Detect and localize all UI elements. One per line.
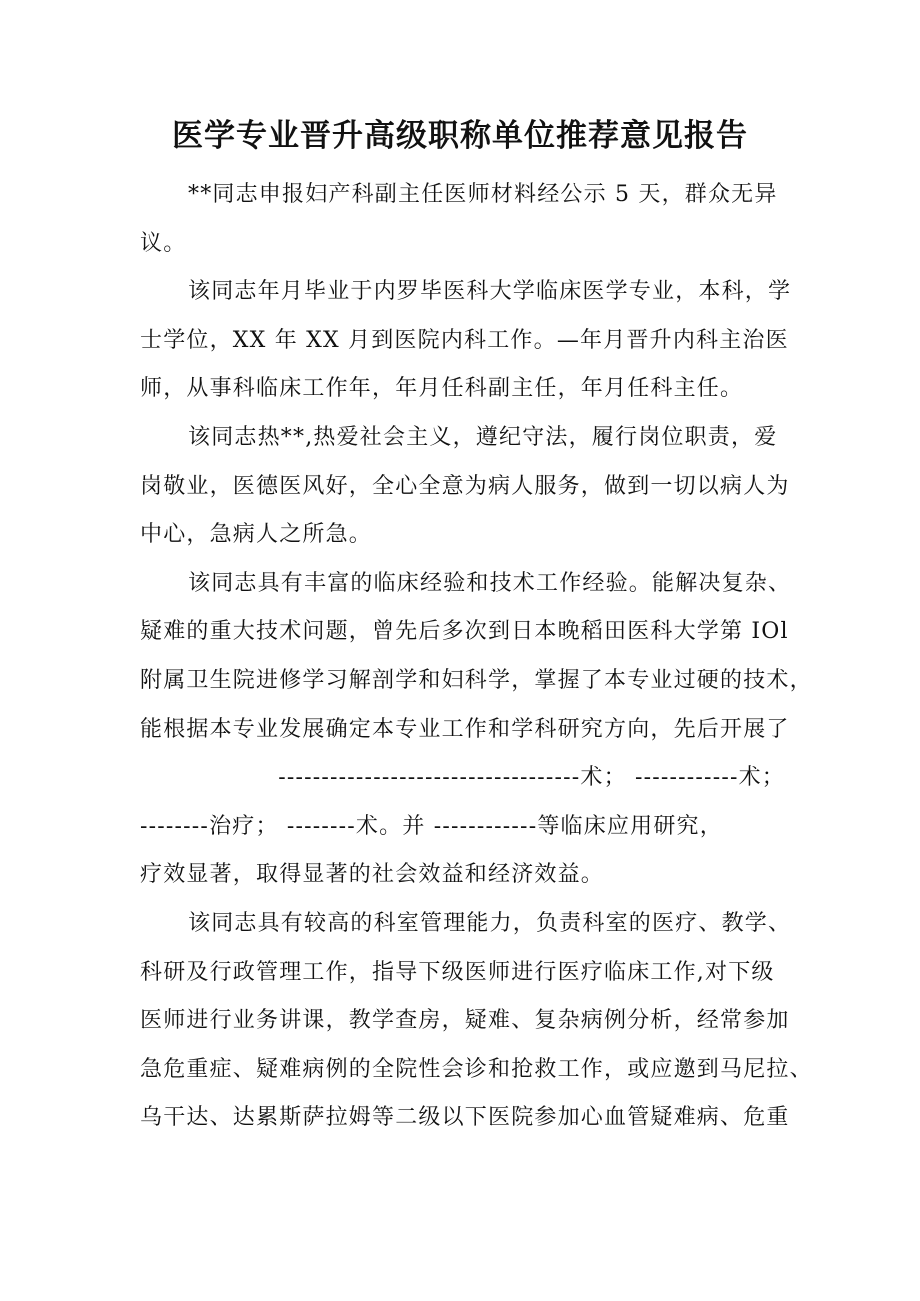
paragraph-5-line-3: 医师进行业务讲课，教学查房，疑难、复杂病例分析，经常参加 — [140, 1008, 790, 1034]
paragraph-4-line-3: 附属卫生院进修学习解剖学和妇科学，掌握了本专业过硬的技术， — [140, 667, 813, 693]
paragraph-3-line-1: 该同志热**,热爱社会主义，遵纪守法，履行岗位职责，爱 — [188, 424, 778, 450]
paragraph-5-line-1: 该同志具有较高的科室管理能力，负责科室的医疗、教学、 — [188, 910, 792, 936]
paragraph-5-line-2: 科研及行政管理工作，指导下级医师进行医疗临床工作,对下级 — [140, 959, 775, 985]
document-body — [140, 171, 813, 1143]
paragraph-4-line-7: 疗效显著，取得显著的社会效益和经济效益。 — [140, 862, 605, 888]
paragraph-4-line-2: 疑难的重大技术问题，曾先后多次到日本晚稻田医科大学第 IOl — [140, 619, 789, 645]
paragraph-2-line-3: 师，从事科临床工作年，年月任科副主任，年月任科主任。 — [140, 376, 744, 402]
paragraph-1-line-1: **同志申报妇产科副主任医师材料经公示 5 天，群众无异 — [188, 182, 778, 207]
paragraph-4-line-6: --------治疗； --------术。并 ------------等临床应用研究， — [140, 813, 723, 839]
paragraph-4-line-1: 该同志具有丰富的临床经验和技术工作经验。能解决复杂、 — [188, 570, 792, 596]
paragraph-3-line-3: 中心，急病人之所急。 — [140, 522, 373, 548]
paragraph-3-line-2: 岗敬业，医德医风好，全心全意为病人服务，做到一切以病人为 — [140, 473, 790, 499]
paragraph-2-line-2: 士学位，XX 年 XX 月到医院内科工作。—年月晋升内科主治医 — [140, 327, 789, 353]
paragraph-2-line-1: 该同志年月毕业于内罗毕医科大学临床医学专业，本科，学 — [188, 279, 792, 305]
paragraph-5-line-5: 乌干达、达累斯萨拉姆等二级以下医院参加心血管疑难病、危重 — [140, 1105, 790, 1131]
document-title: 医学专业晋升高级职称单位推荐意见报告 — [172, 118, 748, 154]
paragraph-4-line-5: -----------------------------------术； ------------术； — [278, 765, 785, 791]
paragraph-1-line-2: 议。 — [140, 230, 187, 256]
paragraph-4-line-4: 能根据本专业发展确定本专业工作和学科研究方向，先后开展了 — [140, 716, 790, 742]
paragraph-5-line-4: 急危重症、疑难病例的全院性会诊和抢救工作，或应邀到马尼拉、 — [140, 1056, 813, 1082]
